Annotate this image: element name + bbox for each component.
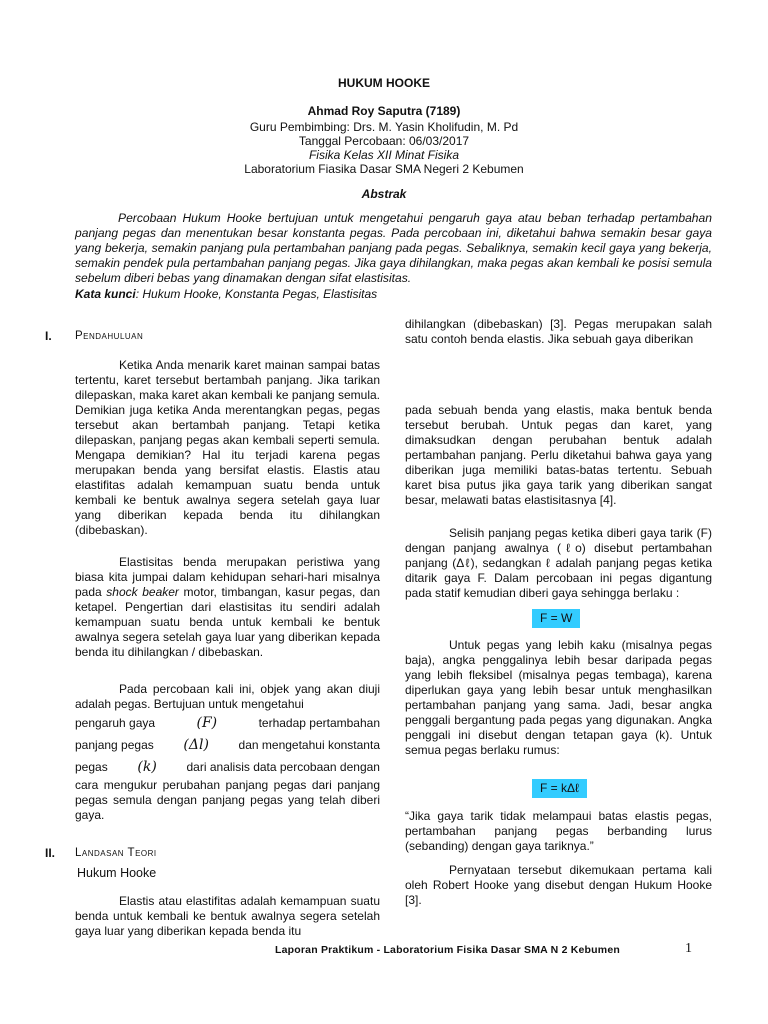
section-1-paragraph-2	[75, 555, 380, 660]
section-1-paragraph-3	[75, 682, 380, 823]
author-name: Ahmad Roy Saputra (7189)	[307, 104, 461, 118]
p3-line-delta	[75, 734, 380, 756]
subsection-title: Hukum Hooke	[77, 866, 157, 880]
section-2-number: II.	[45, 846, 56, 860]
abstract-text	[75, 211, 712, 286]
right-paragraph-3	[405, 638, 712, 758]
p3-line2-b: dan mengetahui konstanta	[238, 737, 380, 752]
right-paragraph-0	[405, 317, 712, 347]
symbol-k: (k)	[137, 758, 157, 775]
symbol-delta-l: (Δl)	[183, 736, 209, 753]
p2-part-a: Elastisitas benda merupakan peristiwa yang biasa kita jumpai dalam kehidupan sehari-hari misalnya pada	[75, 555, 380, 599]
p2-part-b: motor, timbangan, kasur pegas, dan ketapel. Pengertian dari elastisitas itu sendiri adalah kemampuan suatu benda untuk kembali ke bentuk awalnya segera setelah gaya luar yang diberikan kepada benda itu dihilangkan / dibebaskan.	[75, 585, 381, 659]
symbol-force: (F)	[196, 714, 218, 731]
supervisor-line: Guru Pembimbing: Drs. M. Yasin Kholifudin, M. Pd	[249, 120, 519, 134]
formula-f-equals-w: F = W	[532, 609, 580, 628]
p3-line-force	[75, 712, 380, 734]
lab-line: Laboratorium Fiasika Dasar SMA Negeri 2 Kebumen	[244, 162, 524, 176]
p3-part-a: Pada percobaan kali ini, objek yang akan diuji adalah pegas. Bertujuan untuk mengetahui	[75, 682, 380, 711]
paper-title: HUKUM HOOKE	[338, 76, 430, 90]
formula-hooke: F = kΔℓ	[532, 779, 587, 798]
keywords-label: Kata kunci	[75, 287, 136, 301]
right-p5-text: Pernyataan tersebut dikemukaan pertama kali oleh Robert Hooke yang disebut dengan Hukum Hooke [3].	[405, 863, 712, 907]
date-line: Tanggal Percobaan: 06/03/2017	[298, 134, 470, 148]
right-paragraph-1	[405, 403, 712, 508]
p3-part-c: cara mengukur perubahan panjang pegas dari panjang pegas semula dengan panjang pegas yang telah diberi gaya.	[75, 778, 380, 822]
class-line: Fisika Kelas XII Minat Fisika	[308, 148, 460, 162]
right-paragraph-4	[405, 809, 712, 854]
keywords-line	[75, 287, 712, 301]
keywords-value: : Hukum Hooke, Konstanta Pegas, Elastisitas	[135, 287, 378, 301]
right-p2-text: Selisih panjang pegas ketika diberi gaya tarik (F) dengan panjang awalnya (ℓo) disebut pertambahan panjang (Δℓ), sedangkan ℓ adalah panjang pegas ketika ditarik gaya F. Dalam percobaan ini pegas digantung pada statif kemudian diberi gaya sehingga berlaku :	[405, 526, 712, 600]
section-2-title: Landasan Teori	[75, 847, 157, 859]
p3-line-k	[75, 756, 380, 778]
section-1-body	[75, 358, 380, 538]
right-p3-text: Untuk pegas yang lebih kaku (misalnya pegas baja), angka penggalinya lebih besar daripada pegas yang lebih fleksibel (misalnya pegas tembaga), karena diperlukan gaya yang lebih besar untuk menghasilkan pertambahan panjang yang sama. Jadi, besar angka penggali bergantung pada pegas yang digunakan. Angka penggali ini disebut dengan tetapan gaya (k). Untuk semua pegas berlaku rumus:	[405, 638, 712, 757]
p3-line3-a: pegas	[75, 759, 108, 774]
section-1-paragraph-1: Ketika Anda menarik karet mainan sampai batas tertentu, karet tersebut bertambah panjang. Jika tarikan dilepaskan, maka karet akan kembali ke panjang semula. Demikian juga ketika Anda merentangkan pegas, pegas tersebut akan bertambah panjang. Tetapi ketika dilepaskan, panjang pegas akan kembali seperti semula. Mengapa demikian? Hal itu terjadi karena pegas merupakan benda yang bersifat elastis. Elastis atau elastifitas adalah kemampuan suatu benda untuk kembali ke bentuk awalnya segera setelah gaya luar yang diberikan kepada benda itu dihilangkan (dibebaskan).	[75, 358, 380, 537]
right-p1-text: pada sebuah benda yang elastis, maka bentuk benda tersebut berubah. Untuk pegas dan karet, yang dimaksudkan dengan perubahan bentuk adalah pertambahan panjang. Perlu diketahui bahwa gaya yang diberikan juga memiliki batas-batas tertentu. Sebuah karet bisa putus jika gaya tarik yang diberikan sangat besar, melawati batas elastisitasnya [4].	[405, 403, 712, 507]
p3-line1-b: terhadap pertambahan	[258, 715, 380, 730]
footer-text: Laporan Praktikum - Laboratorium Fisika Dasar SMA N 2 Kebumen	[275, 944, 620, 956]
right-paragraph-5	[405, 863, 712, 908]
abstract-paragraph: Percobaan Hukum Hooke bertujuan untuk mengetahui pengaruh gaya atau beban terhadap pertambahan panjang pegas dan menentukan besar konstanta pegas. Pada percobaan ini, diketahui bahwa semakin besar gaya yang bekerja, semakin panjang pula pertambahan panjang pada pegas. Sebaliknya, semakin kecil gaya yang bekerja, semakin pendek pula pertambahan panjang pegas. Jika gaya dihilangkan, maka pegas akan kembali ke posisi semula sebelum diberi bebas yang dinamakan dengan sifat elastisitas.	[75, 211, 712, 285]
right-p0-text: dihilangkan (dibebaskan) [3]. Pegas merupakan salah satu contoh benda elastis. Jika sebuah gaya diberikan	[405, 317, 712, 346]
right-paragraph-2	[405, 526, 712, 601]
section-1-title: Pendahuluan	[75, 330, 144, 342]
p2-emphasis: shock beaker	[106, 585, 179, 599]
p3-line2-a: panjang pegas	[75, 737, 154, 752]
section-2-body	[75, 894, 380, 939]
abstract-heading: Abstrak	[361, 187, 407, 201]
p3-line1-a: pengaruh gaya	[75, 715, 156, 730]
section-1-number: I.	[45, 329, 52, 343]
page-number: 1	[685, 941, 692, 956]
section-2-paragraph-1: Elastis atau elastifitas adalah kemampuan suatu benda untuk kembali ke bentuk awalnya segera setelah gaya luar yang diberikan kepada benda itu	[75, 894, 380, 938]
p3-line3-b: dari analisis data percobaan dengan	[186, 759, 380, 774]
right-p4-text: “Jika gaya tarik tidak melampaui batas elastis pegas, pertambahan panjang pegas berbanding lurus (sebanding) dengan gaya tariknya.”	[405, 809, 712, 853]
